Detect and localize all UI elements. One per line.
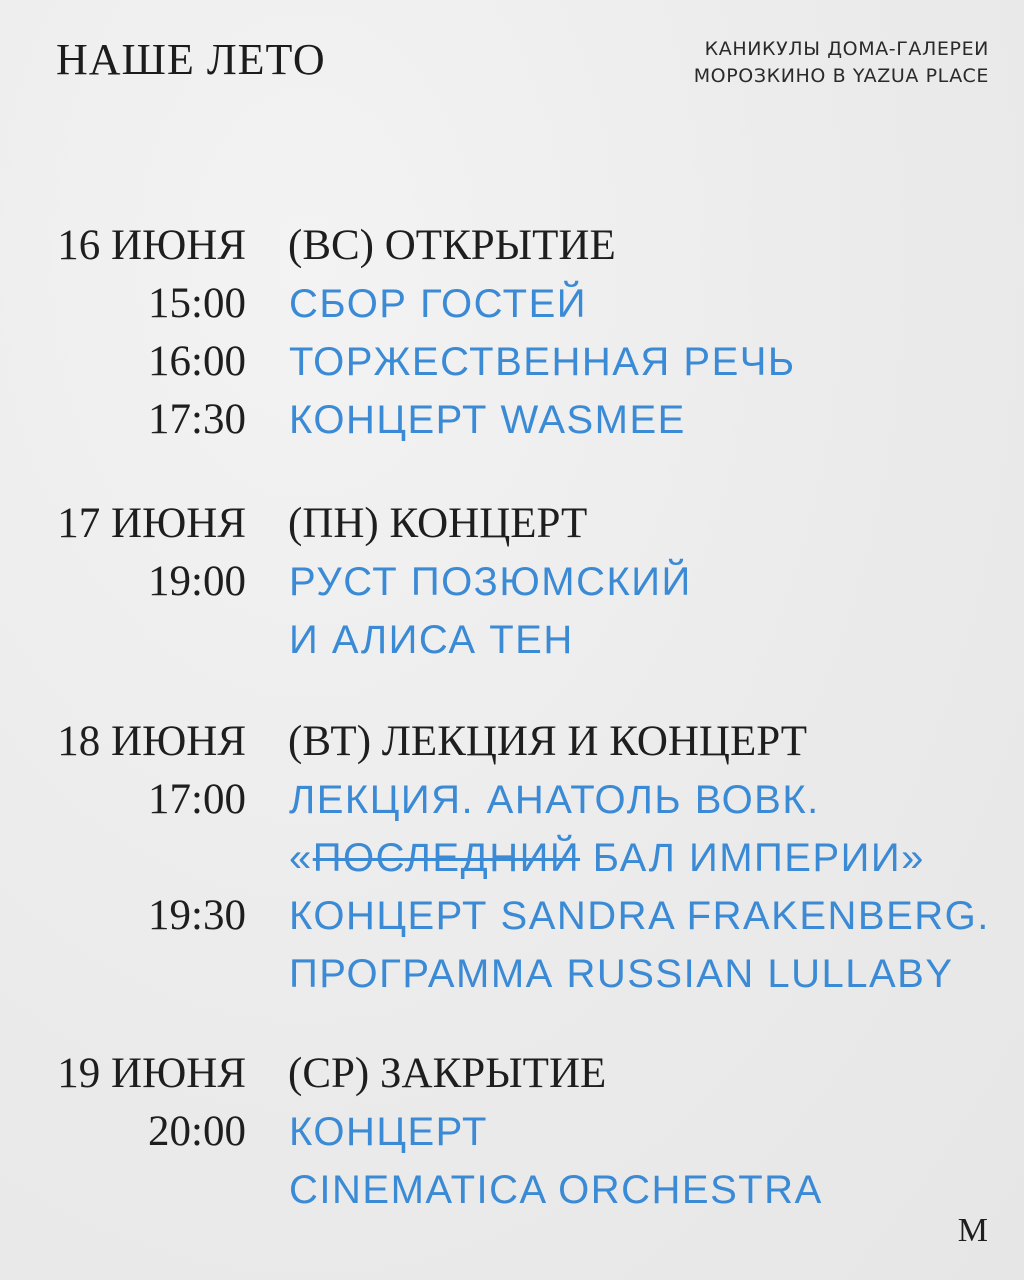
event-title: КОНЦЕРТ	[289, 1110, 488, 1154]
event-title: КОНЦЕРТ SANDRA FRAKENBERG.	[289, 894, 990, 938]
day-heading: (ВТ) ЛЕКЦИЯ И КОНЦЕРТ	[288, 718, 807, 765]
event-time: 19:00	[148, 558, 246, 605]
event-row	[0, 332, 1024, 392]
event-time: 17:00	[148, 776, 246, 823]
brand-logo: M	[957, 1212, 988, 1249]
subtitle-line-2: МОРОЗКИНО В YAZUA PLACE	[693, 65, 989, 87]
event-time: 19:30	[148, 892, 246, 939]
event-title-continued: И АЛИСА ТЕН	[289, 618, 574, 662]
event-row	[0, 552, 1024, 612]
event-row	[0, 886, 1024, 946]
date-label: 19 ИЮНЯ	[57, 1050, 246, 1097]
subtitle	[694, 36, 989, 90]
date-label: 18 ИЮНЯ	[57, 718, 246, 765]
event-row	[0, 274, 1024, 334]
event-time: 17:30	[148, 396, 246, 443]
day-heading-row	[0, 1044, 1024, 1104]
title-rest: БАЛ ИМПЕРИИ»	[580, 836, 925, 880]
event-row	[0, 610, 1024, 670]
event-title-continued: CINEMATICA ORCHESTRA	[289, 1168, 823, 1212]
event-title-continued: ПРОГРАММА RUSSIAN LULLABY	[289, 952, 954, 996]
day-heading-row	[0, 216, 1024, 276]
struck-word: ПОСЛЕДНИЙ	[312, 836, 581, 880]
event-time: 15:00	[148, 280, 246, 327]
event-row	[0, 828, 1024, 888]
event-row	[0, 944, 1024, 1004]
event-title: СБОР ГОСТЕЙ	[289, 282, 588, 326]
day-heading: (СР) ЗАКРЫТИЕ	[288, 1050, 607, 1097]
event-row	[0, 1102, 1024, 1162]
event-title: ЛЕКЦИЯ. АНАТОЛЬ ВОВК.	[289, 778, 820, 822]
open-quote: «	[289, 836, 313, 880]
day-heading: (ПН) КОНЦЕРТ	[288, 500, 588, 547]
event-title: ТОРЖЕСТВЕННАЯ РЕЧЬ	[289, 340, 796, 384]
event-title: РУСТ ПОЗЮМСКИЙ	[289, 560, 692, 604]
event-row	[0, 770, 1024, 830]
page-title: НАШЕ ЛЕТО	[56, 35, 326, 84]
event-time: 16:00	[148, 338, 246, 385]
day-heading-row	[0, 712, 1024, 772]
event-title-continued	[289, 828, 925, 888]
day-heading-row	[0, 494, 1024, 554]
event-row	[0, 390, 1024, 450]
subtitle-line-1: КАНИКУЛЫ ДОМА-ГАЛЕРЕИ	[704, 38, 989, 60]
date-label: 17 ИЮНЯ	[57, 500, 246, 547]
day-heading: (ВС) ОТКРЫТИЕ	[288, 222, 616, 269]
event-title: КОНЦЕРТ WASMEE	[289, 398, 686, 442]
event-row	[0, 1160, 1024, 1220]
event-time: 20:00	[148, 1108, 246, 1155]
date-label: 16 ИЮНЯ	[57, 222, 246, 269]
